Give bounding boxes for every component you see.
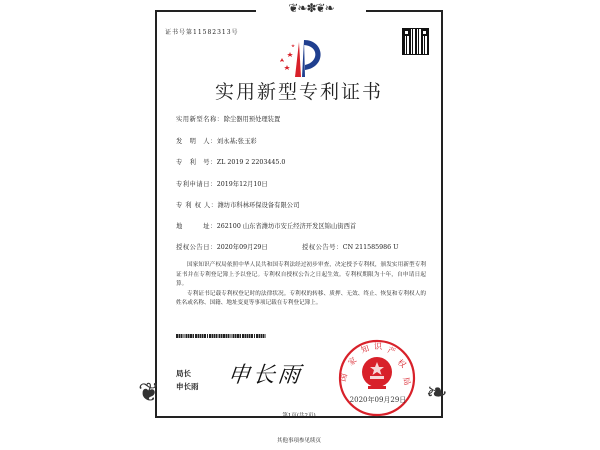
- field-value: 除尘器用预处理装置: [223, 116, 281, 123]
- statement-paragraph: 国家知识产权局依照中华人民共和国专利法经过初步审查，决定授予专利权，颁发实用新型专利证书并在专利登记簿上予以登记。专利权自授权公告之日起生效。专利权期限为十年，自申请日起算。: [176, 262, 426, 288]
- svg-text:识: 识: [374, 342, 382, 351]
- svg-text:知: 知: [359, 343, 371, 355]
- barcode-icon: [176, 334, 266, 338]
- bottom-right-ornament-icon: ❧: [426, 378, 448, 408]
- field-label: 授权公告日：: [176, 244, 217, 251]
- page-number: 第1页(共2页): [282, 413, 316, 419]
- grant-date-field: [176, 242, 268, 251]
- field-label: 专 利 权 人：: [176, 202, 218, 209]
- inventor-field: [176, 136, 257, 145]
- bottom-left-ornament-icon: ❦: [138, 378, 160, 408]
- director-name: 申长雨: [176, 382, 199, 391]
- top-ornament-icon: ❦❧✽❦❧: [256, 2, 366, 18]
- seal-date: 2020年09月29日: [349, 396, 407, 404]
- statement-paragraph: 专利证书记载专利权登记时的法律状况。专利权的转移、质押、无效、终止、恢复和专利权人的姓名或名称、国籍、地址变更等事项记载在专利登记簿上。: [176, 290, 426, 307]
- qr-code-icon: [403, 29, 428, 54]
- svg-text:家: 家: [346, 355, 359, 368]
- field-label: 实用新型名称：: [176, 116, 224, 123]
- svg-text:产: 产: [386, 345, 397, 357]
- field-label: 专利申请日：: [176, 181, 217, 188]
- certificate-title: 实用新型专利证书: [214, 81, 383, 103]
- field-value: CN 211585986 U: [342, 244, 399, 251]
- field-value: 潍坊市科林环保设备有限公司: [217, 202, 300, 209]
- svg-text:局: 局: [401, 376, 412, 387]
- field-value: ZL 2019 2 2203445.0: [216, 159, 286, 166]
- utility-model-name-field: [176, 114, 280, 123]
- patentee-field: [176, 200, 299, 209]
- field-label: 发 明 人：: [176, 138, 217, 145]
- certificate-statement: [176, 261, 426, 309]
- director-signature: 申长雨: [226, 363, 305, 388]
- svg-text:权: 权: [395, 357, 408, 370]
- field-value: 刘永基;张玉彩: [216, 138, 257, 145]
- director-title: 局长: [176, 369, 191, 378]
- footnote: 其他事项参见续页: [276, 438, 321, 444]
- field-label: 地 址：: [176, 223, 217, 230]
- patent-number-field: [176, 157, 285, 166]
- field-value: 2020年09月29日: [216, 244, 268, 251]
- field-value: 2019年12月10日: [216, 181, 268, 188]
- grant-number-field: [302, 242, 398, 251]
- svg-text:国: 国: [338, 372, 350, 383]
- application-date-field: [176, 179, 268, 188]
- field-label: 专 利 号：: [176, 159, 217, 166]
- address-field: [176, 221, 356, 230]
- certificate-number: 证书号第11582313号: [165, 29, 239, 36]
- official-seal-icon: [337, 338, 417, 418]
- field-value: 262100 山东省潍坊市安丘经济开发区锦山街西首: [216, 223, 357, 230]
- field-label: 授权公告号：: [302, 244, 343, 251]
